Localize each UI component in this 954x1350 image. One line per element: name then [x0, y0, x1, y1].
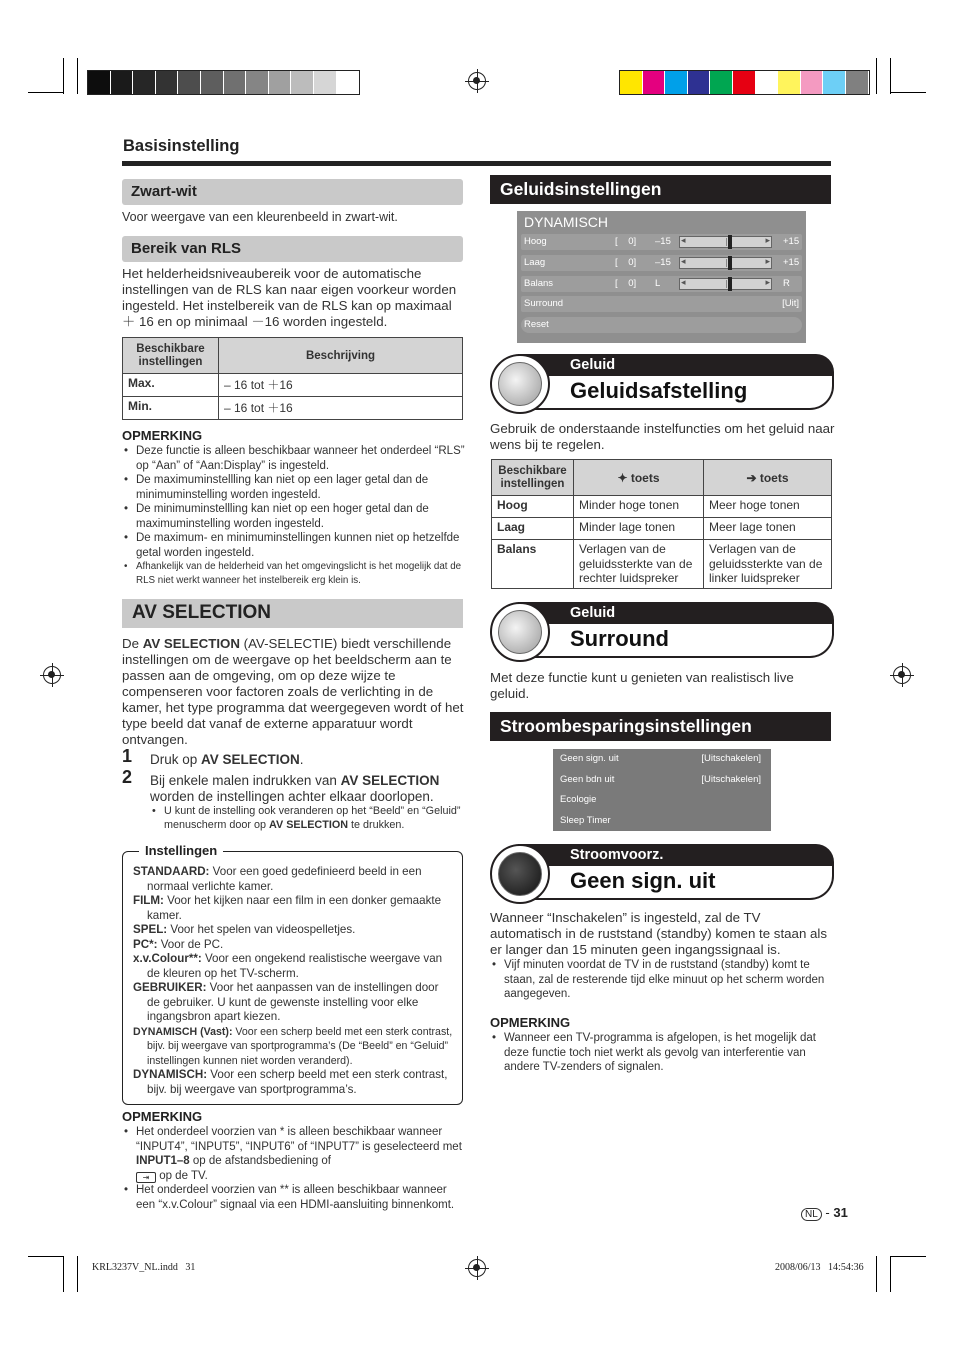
table-cell: Verlagen van de geluidssterkte van de rechter luidspreker — [574, 540, 704, 589]
step-number: 2 — [122, 767, 133, 787]
osd-row[interactable] — [557, 792, 767, 810]
list-item: • Afhankelijk van de helderheid van het omgevingslicht is het mogelijk dat de RLS niet werkt wanneer het instelbereik erg klein is. — [122, 560, 467, 588]
text: De — [122, 636, 143, 651]
osd-row-surround[interactable] — [521, 296, 802, 312]
setting-key: DYNAMISCH: — [133, 1068, 208, 1081]
color-swatch — [111, 71, 134, 94]
power-osd-panel — [553, 749, 771, 831]
rls-table-header: Beschrijving — [219, 338, 463, 374]
table-cell: Balans — [492, 540, 574, 589]
table-header: Beschikbare instellingen — [492, 460, 574, 496]
arrow-right-icon: ▸ — [765, 277, 770, 287]
osd-label: Balans — [524, 278, 554, 289]
sound-icon — [490, 354, 550, 414]
tab-label: Stroomvoorz. — [518, 844, 834, 866]
color-swatch — [337, 71, 360, 94]
rls-table — [122, 337, 463, 420]
text: . — [299, 752, 304, 767]
stroombesparing-heading: Stroombesparingsinstellingen — [490, 712, 831, 741]
geen-text: Wanneer “Inschakelen” is ingesteld, zal de TV automatisch in de ruststand (standby) komen te staan als er langer dan 15 minuten geen ingangssignaal is. — [490, 910, 828, 957]
sound-osd-panel — [517, 211, 806, 343]
table-cell: – 16 tot ＋16 — [219, 397, 463, 420]
settings-entry — [133, 865, 454, 894]
table-cell: Meer hoge tonen — [704, 496, 832, 518]
settings-entry — [133, 938, 454, 953]
color-swatch — [314, 71, 337, 94]
rls-table-header: Beschikbare instellingen — [123, 338, 219, 374]
arrow-left-icon: ◂ — [681, 277, 686, 287]
color-swatch — [846, 71, 869, 94]
zwart-wit-heading: Zwart-wit — [122, 179, 463, 205]
osd-label: Surround — [524, 298, 564, 309]
osd-value: [ 0] — [615, 257, 637, 268]
table-row — [492, 496, 832, 518]
gray-color-bars — [87, 70, 360, 95]
osd-title: DYNAMISCH — [524, 214, 609, 230]
color-swatch — [823, 71, 846, 94]
osd-row[interactable] — [521, 276, 802, 292]
color-swatch — [710, 71, 733, 94]
osd-min: –15 — [655, 236, 671, 247]
rls-text: Het helderheidsniveaubereik voor de automatische instellingen van de RLS kan naar eigen voorkeur worden ingesteld. Het instelbereik van de RLS kan op maximaal ＋ 16 en op minimaal －16 worden ingesteld. — [122, 266, 457, 329]
arrow-left-icon: ✦ — [617, 470, 631, 485]
text: op de TV. — [156, 1169, 208, 1182]
av-selection-heading: AV SELECTION — [122, 599, 463, 628]
color-bars — [619, 70, 870, 95]
text: Druk op — [150, 752, 202, 767]
text: Het onderdeel voorzien van * is alleen beschikbaar wanneer “INPUT4”, “INPUT5”, “INPUT6” of “INPUT7” is geselecteerd met — [136, 1126, 462, 1153]
timestamp: 2008/06/13 14:54:36 — [775, 1262, 864, 1273]
table-cell: Meer lage tonen — [704, 518, 832, 540]
osd-min: L — [655, 278, 661, 289]
list-item: • De maximuminstellling kan niet op een lager getal dan de minimuminstelling worden ingesteld. — [122, 473, 467, 502]
osd-slider[interactable] — [679, 278, 772, 290]
table-cell: Minder lage tonen — [574, 518, 704, 540]
osd-min: –15 — [655, 257, 671, 268]
rls-notes — [122, 444, 467, 588]
setting-key: PC*: — [133, 937, 158, 951]
geluid-table — [491, 459, 832, 589]
osd-value: [Uitschakelen] — [701, 773, 761, 785]
color-swatch — [224, 71, 247, 94]
color-swatch — [269, 71, 292, 94]
text: toets — [759, 470, 789, 485]
color-swatch — [291, 71, 314, 94]
text: AV SELECTION — [269, 819, 349, 831]
text: Bij enkele malen indrukken van — [150, 773, 341, 788]
rls-heading: Bereik van RLS — [122, 236, 463, 262]
table-row — [492, 518, 832, 540]
color-swatch — [688, 71, 711, 94]
geluidsinstellingen-heading: Geluidsinstellingen — [490, 175, 831, 204]
file-info: KRL3237V_NL.indd 31 — [92, 1262, 196, 1273]
table-header — [704, 460, 832, 496]
osd-value: [ 0] — [615, 236, 637, 247]
slider-thumb[interactable] — [728, 256, 732, 270]
setting-key: x.v.Colour**: — [133, 952, 202, 965]
slider-thumb[interactable] — [728, 277, 732, 291]
setting-desc: Voor de PC. — [157, 937, 224, 951]
settings-box-title: Instellingen — [139, 843, 223, 858]
osd-row-reset[interactable] — [521, 317, 802, 333]
text: toets — [630, 470, 660, 485]
setting-desc: Voor een goed gedefinieerd beeld in een normaal verlichte kamer. — [147, 865, 422, 893]
osd-value: [Uitschakelen] — [701, 753, 761, 764]
table-cell: Laag — [492, 518, 574, 540]
table-cell: Max. — [123, 374, 219, 397]
text: te drukken. — [348, 819, 405, 831]
table-row — [492, 540, 832, 589]
text: AV SELECTION — [142, 636, 240, 651]
geluidsafstelling-text: Gebruik de onderstaande instelfuncties om het geluid naar wens bij te regelen. — [490, 421, 835, 452]
color-swatch — [665, 71, 688, 94]
osd-slider[interactable] — [679, 236, 772, 248]
tab-title: Surround — [518, 624, 834, 658]
surround-tab — [490, 602, 834, 660]
step-number: 1 — [122, 746, 133, 766]
color-swatch — [178, 71, 201, 94]
osd-value: [ 0] — [615, 278, 637, 289]
osd-max: R — [783, 278, 790, 289]
osd-label: Sleep Timer — [560, 814, 611, 826]
arrow-left-icon: ◂ — [681, 256, 686, 266]
osd-label: Ecologie — [560, 794, 597, 805]
color-swatch — [88, 71, 111, 94]
color-swatch — [643, 71, 666, 94]
arrow-left-icon: ◂ — [681, 235, 686, 245]
arrow-right-icon: ▸ — [765, 235, 770, 245]
settings-entry — [133, 1025, 454, 1069]
av-intro — [122, 636, 467, 748]
setting-key: FILM: — [133, 894, 164, 907]
slider-thumb[interactable] — [728, 235, 732, 249]
setting-key: DYNAMISCH (Vast): — [133, 1025, 233, 1038]
page-number-area — [801, 1205, 848, 1221]
rls-note-title: OPMERKING — [122, 428, 203, 443]
text: worden de instellingen achter elkaar doorlopen. — [150, 789, 434, 804]
table-cell: Hoog — [492, 496, 574, 518]
tab-label: Geluid — [518, 602, 834, 624]
color-swatch — [801, 71, 824, 94]
osd-row[interactable] — [521, 234, 802, 250]
list-item: • Het onderdeel voorzien van ** is alleen beschikbaar wanneer een “x.v.Colour” signaal via een HDMI-aansluiting binnenkomt. — [122, 1183, 462, 1212]
language-badge: NL — [801, 1208, 822, 1221]
geluidsafstelling-tab — [490, 354, 834, 412]
list-item: • Vijf minuten voordat de TV in de ruststand (standby) komt te staan, zal de resterende tijd elke minuut op het scherm worden aangegeven. — [490, 958, 830, 1002]
settings-entry — [133, 1068, 454, 1097]
setting-desc: Voor een scherp beeld met een sterk contrast, bijv. bij weergave van sportprogramma’s (De “Beeld” en “Geluid” instellingen kunnen niet worden veranderd). — [147, 1025, 453, 1067]
tab-title: Geen sign. uit — [518, 866, 834, 900]
input-icon: ⇥ — [136, 1172, 156, 1183]
list-item: • De maximum- en minimuminstellingen kunnen niet op hetzelfde getal worden ingesteld. — [122, 531, 467, 560]
color-swatch — [756, 71, 779, 94]
step-2 — [150, 773, 465, 805]
osd-slider[interactable] — [679, 257, 772, 269]
settings-box — [122, 843, 463, 1105]
color-swatch — [156, 71, 179, 94]
step-2-note — [150, 804, 468, 832]
osd-row[interactable] — [557, 813, 767, 831]
text: - — [825, 1205, 830, 1220]
table-cell: Verlagen van de geluidssterkte van de linker luidspreker — [704, 540, 832, 589]
color-swatch — [778, 71, 801, 94]
step-1 — [150, 752, 465, 768]
osd-label: Hoog — [524, 236, 547, 247]
tab-title: Geluidsafstelling — [518, 376, 834, 410]
osd-row[interactable] — [557, 772, 767, 790]
osd-label: Geen bdn uit — [560, 773, 615, 785]
av-notes — [122, 1125, 462, 1212]
table-cell: Minder hoge tonen — [574, 496, 704, 518]
osd-max: +15 — [783, 236, 800, 247]
av-note-title: OPMERKING — [122, 1109, 203, 1124]
list-item: • Deze functie is alleen beschikbaar wanneer het onderdeel “RLS” op “Aan” of “Aan:Display” is ingesteld. — [122, 444, 467, 473]
table-header — [574, 460, 704, 496]
arrow-right-icon: ▸ — [765, 256, 770, 266]
text: (AV-SELECTIE) biedt verschillende instellingen om de weergave op het beeldscherm aan te passen aan de omgeving, om op deze wijze te compenseren voor factoren zoals de verlichting in de kamer, het type programma dat weergegeven wordt of het type beeld dat vanaf de externe apparatuur wordt ontvangen. — [122, 636, 464, 747]
section-header: Basisinstelling — [123, 137, 240, 155]
list-item: • Wanneer een TV-programma is afgelopen, is het mogelijk dat deze functie toch niet werkt als gevolg van interferentie van andere TV-zenders of signalen. — [490, 1031, 830, 1075]
text: INPUT1–8 — [136, 1155, 190, 1167]
setting-desc: Voor het aanpassen van de instellingen door de gebruiker. U kunt de gewenste instelling voor elke ingangsbron apart kiezen. — [147, 981, 439, 1023]
setting-desc: Voor het kijken naar een film in een donker gemaakte kamer. — [147, 894, 442, 922]
geen-note-title: OPMERKING — [490, 1015, 571, 1030]
osd-label: Laag — [524, 257, 546, 268]
color-swatch — [246, 71, 269, 94]
osd-label: Reset — [524, 319, 549, 330]
color-swatch — [620, 71, 643, 94]
table-cell: Min. — [123, 397, 219, 420]
registration-mark-icon — [893, 666, 911, 684]
settings-entry — [133, 981, 454, 1025]
header-rule — [122, 161, 831, 166]
text: AV SELECTION — [340, 773, 440, 788]
setting-key: GEBRUIKER: — [133, 981, 207, 994]
text: op de afstandsbediening of — [189, 1155, 331, 1167]
geen-bullets — [490, 958, 830, 1002]
geen-sign-uit-tab — [490, 844, 834, 902]
page-number: 31 — [833, 1205, 848, 1220]
osd-row[interactable] — [557, 751, 767, 769]
settings-list — [133, 865, 454, 1097]
registration-mark-icon — [468, 72, 486, 90]
list-item — [150, 804, 468, 832]
color-swatch — [133, 71, 156, 94]
registration-mark-icon — [43, 666, 61, 684]
setting-key: STANDAARD: — [133, 865, 210, 878]
osd-row[interactable] — [521, 255, 802, 271]
registration-mark-icon — [468, 1259, 486, 1277]
geen-notes — [490, 1031, 830, 1075]
color-swatch — [733, 71, 756, 94]
table-cell: – 16 tot ＋16 — [219, 374, 463, 397]
settings-entry — [133, 894, 454, 923]
setting-desc: Voor een scherp beeld met een sterk contrast, bijv. bij weergave van sportprogramma’s. — [147, 1068, 448, 1096]
list-item: • De minimuminstellling kan niet op een hoger getal dan de maximuminstelling worden ingesteld. — [122, 502, 467, 531]
text: AV SELECTION — [201, 752, 300, 767]
setting-desc: Voor een ongekend realistische weergave van de kleuren op het TV-scherm. — [147, 952, 443, 980]
settings-entry — [133, 952, 454, 981]
zwart-wit-text: Voor weergave van een kleurenbeeld in zwart-wit. — [122, 210, 398, 224]
osd-label: Geen sign. uit — [560, 753, 619, 764]
tab-label: Geluid — [518, 354, 834, 376]
power-icon — [490, 844, 550, 904]
surround-text: Met deze functie kunt u genieten van realistisch live geluid. — [490, 670, 794, 701]
color-swatch — [201, 71, 224, 94]
setting-desc: Voor het spelen van videospelletjes. — [167, 923, 356, 936]
arrow-right-icon: ➔ — [746, 470, 760, 485]
settings-entry — [133, 923, 454, 938]
osd-max: +15 — [783, 257, 800, 268]
sound-icon — [490, 602, 550, 662]
osd-value: [Uit] — [782, 298, 799, 309]
list-item — [122, 1125, 462, 1183]
text: U kunt de instelling ook veranderen op het “Beeld” en “Geluid” menuscherm door op — [164, 805, 461, 831]
setting-key: SPEL: — [133, 923, 168, 936]
